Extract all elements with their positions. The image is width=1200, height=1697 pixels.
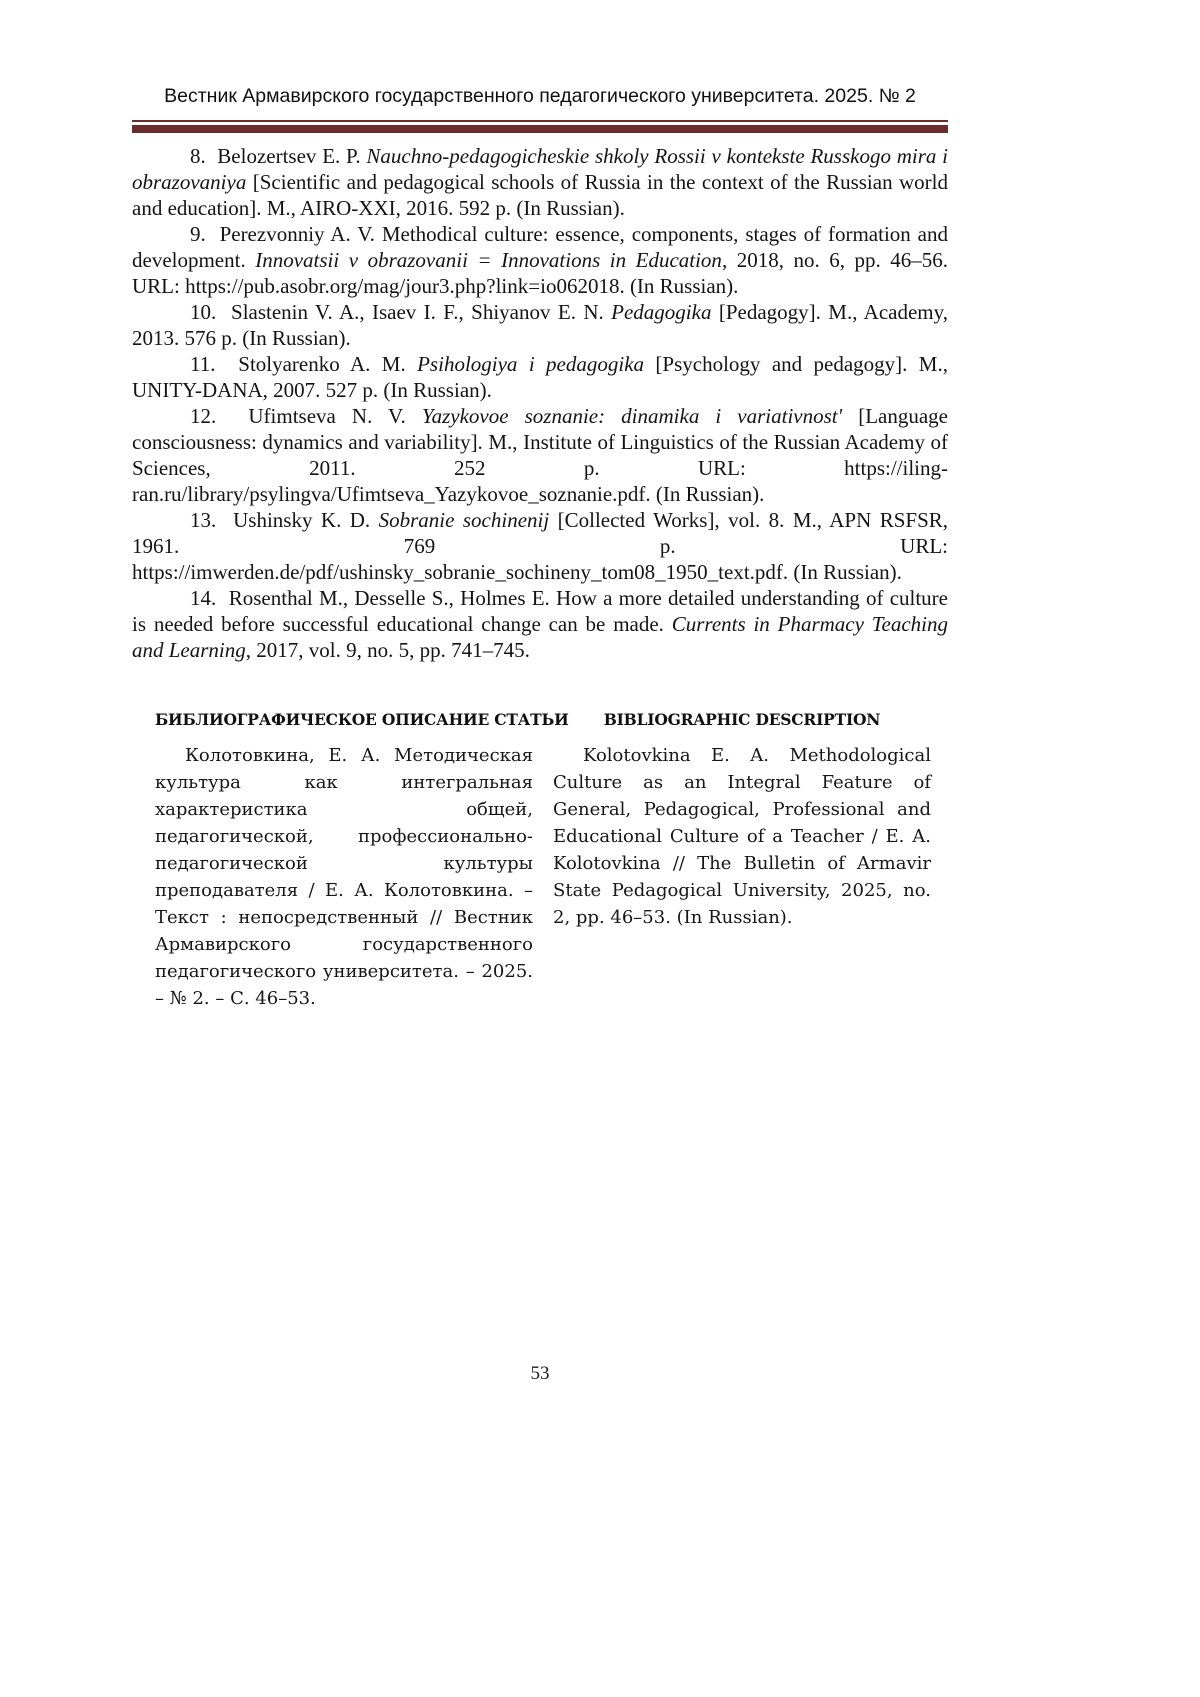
reference-text: [Scientific and pedagogical schools of Russia in the context of the Russian world and education]. M., AIRO-XXI, 2016. 592 p. (In Russian). <box>132 170 948 220</box>
reference-item-12 <box>132 403 948 507</box>
references-list <box>132 143 948 663</box>
reference-item-8 <box>132 143 948 221</box>
reference-number: 13. <box>190 508 234 532</box>
reference-item-10 <box>132 299 948 351</box>
reference-source-title: Pedagogika <box>611 300 712 324</box>
reference-item-11 <box>132 351 948 403</box>
reference-text: , 2018, no. 6, pp. 46–56. URL: https://pub.asobr.org/mag/jour3.php?link=io062018. (In Russian). <box>132 248 949 298</box>
bibliographic-description-english-heading: BIBLIOGRAPHIC DESCRIPTION <box>603 710 881 729</box>
reference-text: Slastenin V. A., Isaev I. F., Shiyanov E. N. <box>231 300 612 324</box>
reference-text: Ufimtseva N. V. <box>248 404 422 428</box>
reference-item-14 <box>132 585 948 663</box>
reference-source-title: Innovatsii v obrazovanii = Innovations in Education <box>255 248 722 272</box>
reference-number: 10. <box>190 300 232 324</box>
bibliographic-description-russian-text: Колотовкина, Е. А. Методическая культура как интегральная характеристика общей, педагогической, профессионально-педагогической культуры преподавателя / Е. А. Колотовкина. – Текст : непосредственный // Вестник Армавирского государственного педагогического университета. – 2025. – № 2. – С. 46–53. <box>155 745 533 1009</box>
reference-text: [Language consciousness: dynamics and variability]. M., Institute of Linguistics of the Russian Academy of Sciences, 2011. 252 p. URL: https://iling-ran.ru/library/psylingva/Ufimtseva_Yazykovoe_soznanie.pdf. (In Russian). <box>132 404 948 506</box>
bibliographic-description-english-text: Kolotovkina E. A. Methodological Culture as an Integral Feature of General, Pedagogical, Professional and Educational Culture of a Teacher / E. A. Kolotovkina // The Bulletin of Armavir State Pedagogical University, 2025, no. 2, pp. 46–53. (In Russian). <box>553 745 931 928</box>
reference-text: Rosenthal M., Desselle S., Holmes E. How a more detailed understanding of culture is needed before successful educational change can be made. <box>132 586 949 636</box>
reference-text: [Psychology and pedagogy]. M., UNITY-DANA, 2007. 527 p. (In Russian). <box>132 352 948 402</box>
reference-source-title: Nauchno-pedagogicheskie shkoly Rossii v kontekste Russkogo mira i obrazovaniya <box>132 144 949 194</box>
reference-text: [Pedagogy]. M., Academy, 2013. 576 p. (In Russian). <box>132 300 949 350</box>
reference-item-13 <box>132 507 948 585</box>
bibliographic-description-section <box>155 710 931 1012</box>
reference-number: 12. <box>190 404 249 428</box>
bibliographic-description-english <box>553 710 931 1012</box>
bibliographic-description-russian <box>155 710 569 1012</box>
reference-number: 14. <box>190 586 229 610</box>
reference-text: , 2017, vol. 9, no. 5, pp. 741–745. <box>245 638 530 662</box>
reference-number: 8. <box>190 144 218 168</box>
bibliographic-description-russian-heading: БИБЛИОГРАФИЧЕСКОЕ ОПИСАНИЕ СТАТЬИ <box>155 710 569 729</box>
reference-text: Belozertsev E. P. <box>217 144 367 168</box>
reference-source-title: Yazykovoe soznanie: dinamika i variativnost' <box>421 404 843 428</box>
journal-title: Вестник Армавирского государственного педагогического университета. 2025. № 2 <box>164 85 916 107</box>
header-rule-thin <box>132 120 948 122</box>
header-rule-thick <box>132 125 948 133</box>
reference-source-title: Currents in Pharmacy Teaching and Learning <box>132 612 948 662</box>
reference-text: Stolyarenko A. M. <box>238 352 418 376</box>
reference-source-title: Psihologiya i pedagogika <box>417 352 645 376</box>
reference-number: 11. <box>190 352 239 376</box>
reference-number: 9. <box>190 222 220 246</box>
reference-text: [Collected Works], vol. 8. M., APN RSFSR, 1961. 769 p. URL: https://imwerden.de/pdf/ushinsky_sobranie_sochineny_tom08_1950_text.pdf. (In Russian). <box>132 508 949 584</box>
page-number: 53 <box>530 1363 550 1384</box>
reference-text: Perezvonniy A. V. Methodical culture: essence, components, stages of formation and development. <box>132 222 948 272</box>
reference-source-title: Sobranie sochinenij <box>378 508 550 532</box>
running-header <box>132 84 948 108</box>
reference-text: Ushinsky K. D. <box>233 508 379 532</box>
reference-item-9 <box>132 221 948 299</box>
